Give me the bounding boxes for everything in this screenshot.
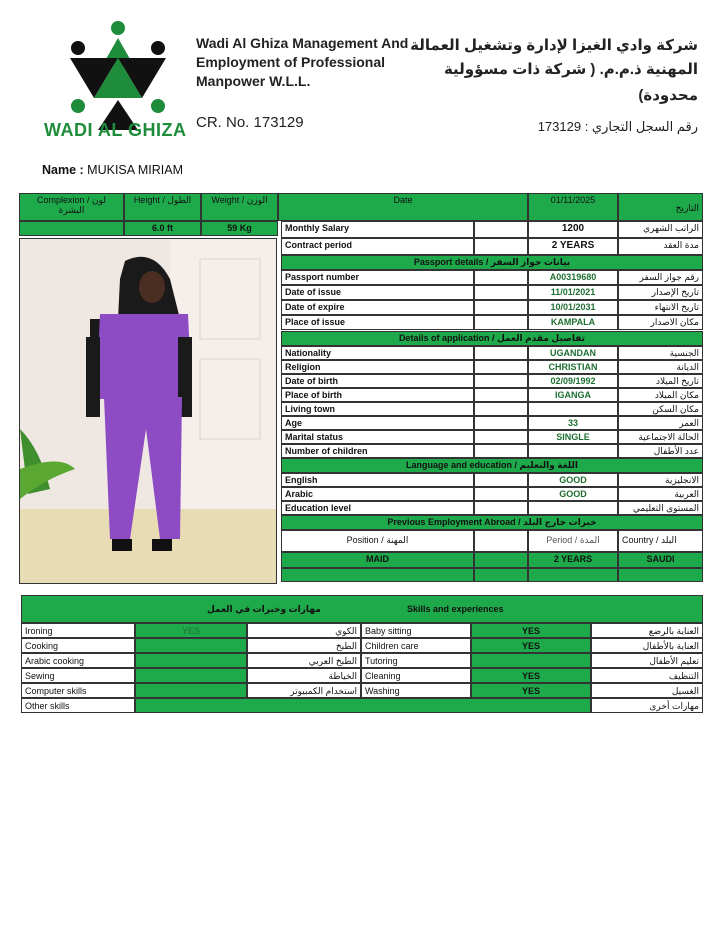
skill-left-value	[135, 668, 247, 683]
company-name-ar-line2: المهنية ذ.م.م. ( شركة ذات مسؤولية	[443, 61, 698, 78]
employment-value-spacer	[474, 552, 528, 568]
passport-row-label: Date of issue	[281, 285, 474, 300]
employment-section-header: Previous Employment Abroad / خبرات خارج البلد	[281, 515, 703, 530]
application-row-label: Nationality	[281, 346, 474, 360]
employment-empty-row	[281, 568, 474, 582]
language-row-value: GOOD	[528, 487, 618, 501]
application-row-value: CHRISTIAN	[528, 360, 618, 374]
application-row-label: Date of birth	[281, 374, 474, 388]
application-row-ar-label: الحالة الاجتماعية	[618, 430, 703, 444]
passport-section-header: Passport details / بيانات جواز السفر	[281, 255, 703, 270]
skill-left-value	[135, 683, 247, 698]
skills-header-en: Skills and experiences	[407, 604, 504, 614]
skill-right-label: Cleaning	[361, 668, 471, 683]
passport-row-ar-label: رقم جواز السفر	[618, 270, 703, 285]
passport-row-spacer	[474, 315, 528, 330]
candidate-name-line	[42, 163, 183, 177]
employment-period-header: Period / المدة	[528, 530, 618, 552]
skill-left-label: Computer skills	[21, 683, 135, 698]
application-row-value: 33	[528, 416, 618, 430]
language-row-ar-label: المستوى التعليمي	[618, 501, 703, 515]
skill-right-value	[471, 653, 591, 668]
skill-left-ar-label: الطبخ	[247, 638, 361, 653]
weight-header: Weight / الوزن	[201, 193, 278, 221]
application-row-ar-label: مكان الميلاد	[618, 388, 703, 402]
skill-left-label: Cooking	[21, 638, 135, 653]
passport-row-value: KAMPALA	[528, 315, 618, 330]
skill-right-value: YES	[471, 638, 591, 653]
company-name-en-line1: Wadi Al Ghiza Management And	[196, 35, 409, 51]
application-row-ar-label: الديانة	[618, 360, 703, 374]
logo-wordmark: WADI AL GHIZA	[44, 120, 187, 140]
employment-period-value: 2 YEARS	[528, 552, 618, 568]
passport-row-label: Place of issue	[281, 315, 474, 330]
skills-header-ar: مهارات وخبرات في العمل	[207, 604, 321, 614]
application-row-spacer	[474, 416, 528, 430]
other-skills-value	[135, 698, 591, 713]
application-row-ar-label: الجنسية	[618, 346, 703, 360]
contract-period-spacer	[474, 238, 528, 255]
application-row-value	[528, 444, 618, 458]
application-row-value	[528, 402, 618, 416]
application-row-ar-label: العمر	[618, 416, 703, 430]
application-row-label: Marital status	[281, 430, 474, 444]
language-row-ar-label: الانجليزية	[618, 473, 703, 487]
application-row-label: Place of birth	[281, 388, 474, 402]
language-row-label: Arabic	[281, 487, 474, 501]
passport-row-value: 11/01/2021	[528, 285, 618, 300]
complexion-header: Complexion / لون البشرة	[19, 193, 124, 221]
company-name-ar-line3: محدودة)	[638, 87, 698, 104]
skill-left-value	[135, 653, 247, 668]
salary-ar-label: الراتب الشهري	[618, 221, 703, 238]
company-name-en-line2: Employment of Professional	[196, 54, 386, 70]
skills-section-header	[21, 595, 703, 623]
language-row-ar-label: العربية	[618, 487, 703, 501]
skill-right-ar-label: تعليم الأطفال	[591, 653, 703, 668]
passport-row-label: Date of expire	[281, 300, 474, 315]
salary-value: 1200	[528, 221, 618, 238]
application-row-ar-label: عدد الأطفال	[618, 444, 703, 458]
application-row-ar-label: تاريخ الميلاد	[618, 374, 703, 388]
passport-row-spacer	[474, 300, 528, 315]
passport-row-label: Passport number	[281, 270, 474, 285]
skill-right-ar-label: العناية بالأطفال	[591, 638, 703, 653]
person-photo-icon	[20, 239, 276, 583]
contract-period-ar-label: مدة العقد	[618, 238, 703, 255]
employment-header-spacer	[474, 530, 528, 552]
height-header: Height / الطول	[124, 193, 201, 221]
application-row-spacer	[474, 374, 528, 388]
employment-empty-row	[474, 568, 528, 582]
application-row-value: 02/09/1992	[528, 374, 618, 388]
skill-right-value: YES	[471, 683, 591, 698]
skill-right-label: Washing	[361, 683, 471, 698]
skill-right-label: Tutoring	[361, 653, 471, 668]
employment-country-value: SAUDI	[618, 552, 703, 568]
language-row-label: English	[281, 473, 474, 487]
employment-position-header: Position / المهنة	[281, 530, 474, 552]
skill-left-value	[135, 638, 247, 653]
employment-country-header: Country / البلد	[618, 530, 703, 552]
cr-number: CR. No. 173129	[196, 114, 304, 131]
passport-row-ar-label: مكان الاصدار	[618, 315, 703, 330]
skill-right-ar-label: الغسيل	[591, 683, 703, 698]
passport-row-value: A00319680	[528, 270, 618, 285]
contract-period-label: Contract period	[281, 238, 474, 255]
skill-right-label: Baby sitting	[361, 623, 471, 638]
application-row-value: SINGLE	[528, 430, 618, 444]
salary-label: Monthly Salary	[281, 221, 474, 238]
company-name-ar-line1: شركة وادي الغيزا لإدارة وتشغيل العمالة	[410, 37, 698, 54]
passport-row-value: 10/01/2031	[528, 300, 618, 315]
skill-left-value: YES	[135, 623, 247, 638]
date-value: 01/11/2025	[528, 193, 618, 221]
application-row-spacer	[474, 430, 528, 444]
application-row-spacer	[474, 444, 528, 458]
complexion-value	[19, 221, 124, 236]
candidate-name: MUKISA MIRIAM	[87, 163, 184, 177]
height-value: 6.0 ft	[124, 221, 201, 236]
date-ar-label: التاريخ	[618, 193, 703, 221]
application-row-spacer	[474, 346, 528, 360]
candidate-photo	[19, 238, 277, 584]
weight-value: 59 Kg	[201, 221, 278, 236]
language-row-spacer	[474, 501, 528, 515]
skill-right-value: YES	[471, 623, 591, 638]
skill-right-ar-label: العناية بالرضع	[591, 623, 703, 638]
employment-empty-row	[618, 568, 703, 582]
passport-row-spacer	[474, 270, 528, 285]
application-row-spacer	[474, 388, 528, 402]
date-header: Date	[278, 193, 528, 221]
skill-left-ar-label: الخياطة	[247, 668, 361, 683]
skill-right-label: Children care	[361, 638, 471, 653]
other-skills-label: Other skills	[21, 698, 135, 713]
application-row-label: Age	[281, 416, 474, 430]
employment-empty-row	[528, 568, 618, 582]
skill-left-ar-label: استخدام الكمبيوتر	[247, 683, 361, 698]
application-section-header: Details of application / تفاصيل مقدم العمل	[281, 331, 703, 346]
language-row-label: Education level	[281, 501, 474, 515]
application-row-spacer	[474, 360, 528, 374]
skill-left-label: Ironing	[21, 623, 135, 638]
language-row-value: GOOD	[528, 473, 618, 487]
application-row-label: Living town	[281, 402, 474, 416]
passport-row-ar-label: تاريخ الانتهاء	[618, 300, 703, 315]
language-row-value	[528, 501, 618, 515]
skill-left-label: Sewing	[21, 668, 135, 683]
skill-left-label: Arabic cooking	[21, 653, 135, 668]
language-section-header: Language and education / اللغة والتعليم	[281, 458, 703, 473]
company-name-en-line3: Manpower W.L.L.	[196, 73, 311, 89]
application-row-value: UGANDAN	[528, 346, 618, 360]
application-row-ar-label: مكان السكن	[618, 402, 703, 416]
salary-spacer	[474, 221, 528, 238]
skill-left-ar-label: الطبخ العربي	[247, 653, 361, 668]
passport-row-spacer	[474, 285, 528, 300]
skill-right-value: YES	[471, 668, 591, 683]
other-skills-ar-label: مهارات أخرى	[591, 698, 703, 713]
cr-number-ar: رقم السجل التجاري : 173129	[537, 119, 698, 134]
language-row-spacer	[474, 473, 528, 487]
passport-row-ar-label: تاريخ الإصدار	[618, 285, 703, 300]
application-row-label: Religion	[281, 360, 474, 374]
skill-left-ar-label: الكوي	[247, 623, 361, 638]
skill-right-ar-label: التنظيف	[591, 668, 703, 683]
employment-position-value: MAID	[281, 552, 474, 568]
application-row-label: Number of children	[281, 444, 474, 458]
application-row-spacer	[474, 402, 528, 416]
application-row-value: IGANGA	[528, 388, 618, 402]
language-row-spacer	[474, 487, 528, 501]
contract-period-value: 2 YEARS	[528, 238, 618, 255]
name-label: Name :	[42, 163, 84, 177]
